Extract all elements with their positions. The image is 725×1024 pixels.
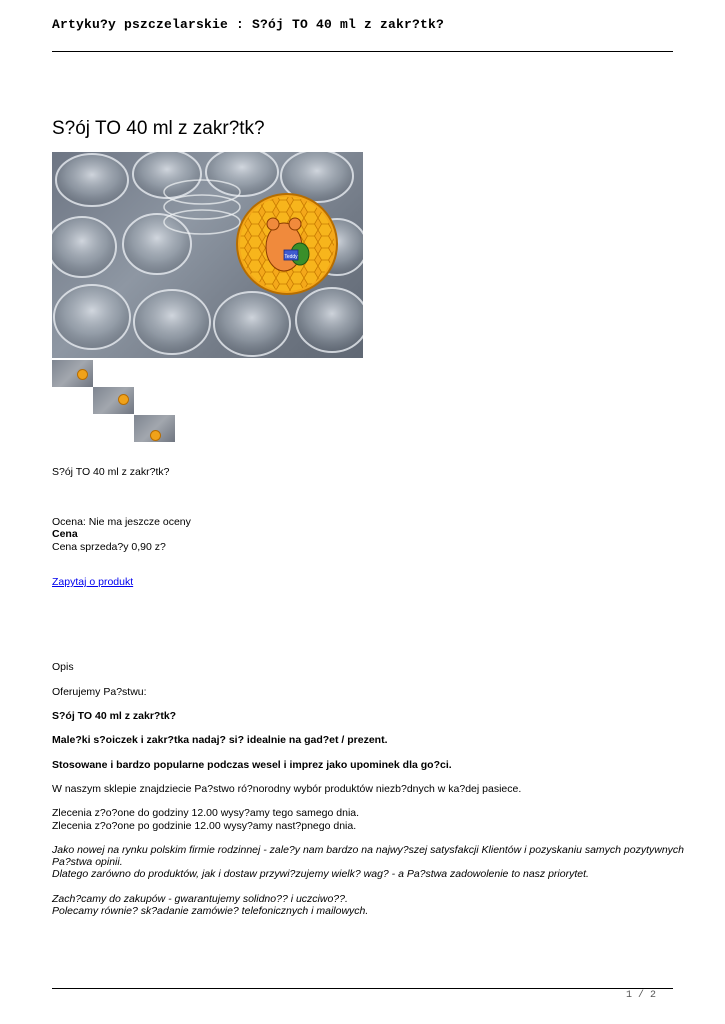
jar-lid-icon — [150, 430, 161, 441]
price-value: Cena sprzeda?y 0,90 z? — [52, 541, 166, 553]
document-header-title: Artyku?y pszczelarskie : S?ój TO 40 ml z zakr?tk? — [52, 17, 445, 32]
jar-lid-icon — [77, 369, 88, 380]
page-title: S?ój TO 40 ml z zakr?tk? — [52, 118, 265, 139]
order-info-line: Zlecenia z?o?one po godzinie 12.00 wysy?amy nast?pnego dnia. — [52, 820, 357, 832]
price-label: Cena — [52, 528, 78, 540]
description-italic-line: Jako nowej na rynku polskim firmie rodzinnej - zale?y nam bardzo na najwy?szej satysfakcji Klientów i pozyskaniu samych pozytywnych — [52, 844, 685, 856]
footer-divider — [52, 988, 673, 989]
header-divider — [52, 51, 673, 52]
product-main-image[interactable] — [52, 152, 363, 358]
description-bold-line: Male?ki s?oiczek i zakr?tka nadaj? si? idealnie na gad?et / prezent. — [52, 734, 388, 746]
description-italic-line: Pa?stwa opinii. — [52, 856, 123, 868]
description-bold-line: Stosowane i bardzo popularne podczas wesel i imprez jako upominek dla go?ci. — [52, 759, 452, 771]
order-info-line: Zlecenia z?o?one do godziny 12.00 wysy?amy tego samego dnia. — [52, 807, 360, 819]
product-rating: Ocena: Nie ma jeszcze oceny — [52, 516, 191, 528]
description-italic-line: Polecamy równie? sk?adanie zamówie? telefonicznych i mailowych. — [52, 905, 369, 917]
description-italic-line: Dlatego zarówno do produktów, jak i dostaw przywi?zujemy wielk? wag? - a Pa?stwa zadowolenie to nasz priorytet. — [52, 868, 589, 880]
product-thumbnail-3[interactable] — [134, 415, 175, 442]
description-intro: Oferujemy Pa?stwu: — [52, 686, 147, 698]
lid-label: Teddy — [284, 254, 298, 260]
description-italic-line: Zach?camy do zakupów - gwarantujemy solidno?? i uczciwo??. — [52, 893, 348, 905]
page-number: 1 / 2 — [626, 990, 657, 1001]
product-thumbnail-2[interactable] — [93, 387, 134, 414]
description-shop-line: W naszym sklepie znajdziecie Pa?stwo ró?norodny wybór produktów niezb?dnych w ka?dej pasiece. — [52, 783, 522, 795]
description-heading: Opis — [52, 661, 74, 673]
product-name: S?ój TO 40 ml z zakr?tk? — [52, 466, 170, 478]
ask-about-product-link[interactable]: Zapytaj o produkt — [52, 576, 134, 588]
jar-lid-icon — [118, 394, 129, 405]
product-thumbnail-1[interactable] — [52, 360, 93, 387]
description-bold-line: S?ój TO 40 ml z zakr?tk? — [52, 710, 177, 722]
